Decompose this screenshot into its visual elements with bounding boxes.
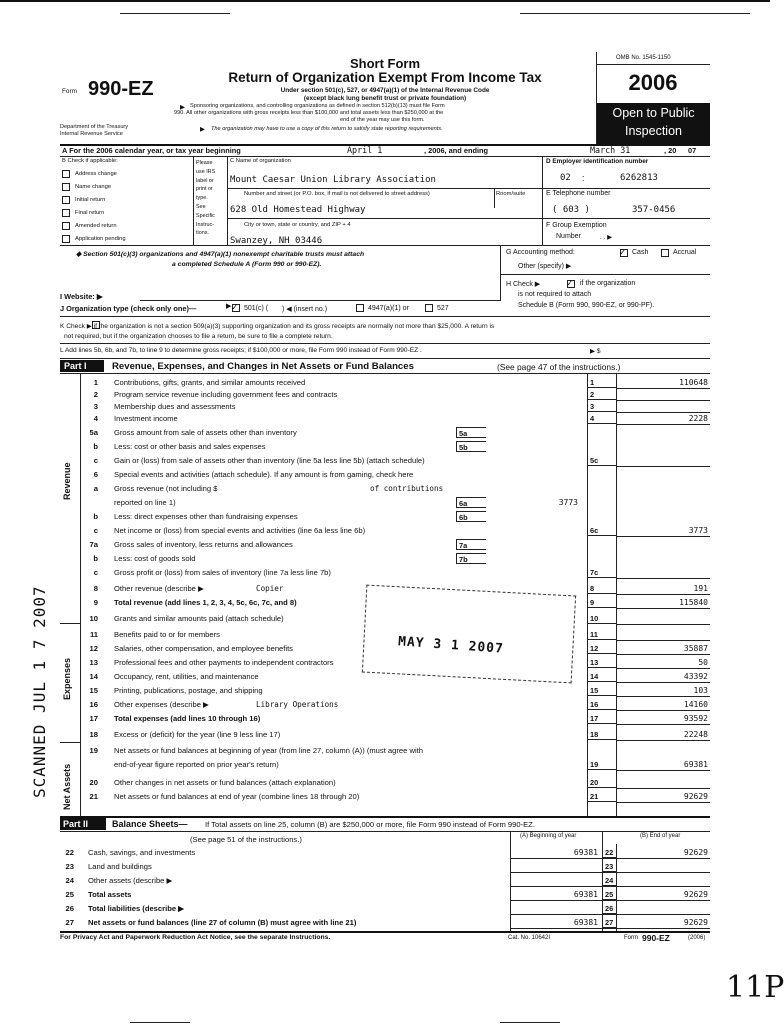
- part1-line-text: Membership dues and assessments: [114, 402, 236, 411]
- part1-line-number: b: [93, 554, 98, 563]
- part-1-tag: Part I: [64, 361, 87, 371]
- part2-line-text: Total liabilities (describe ▶: [88, 904, 185, 913]
- part2-line-text: Cash, savings, and investments: [88, 848, 196, 857]
- part1-line-amount[interactable]: 191: [693, 584, 708, 593]
- part1-line-text: Less: direct expenses other than fundraising expenses: [114, 512, 298, 521]
- section-h-line1b: if the organization: [580, 280, 636, 287]
- part1-line-number: 16: [89, 700, 98, 709]
- row-k-line1: K Check ▶ if the organization is not a section 509(a)(3) supporting organization and its gross receipts are normally not more than $25,000. A return is: [60, 323, 495, 330]
- part1-line-box: 17: [587, 713, 616, 724]
- row-a-mid: , 2006, and ending: [424, 146, 489, 155]
- part1-line-box: 10: [587, 613, 616, 624]
- checkbox-name-change[interactable]: [62, 183, 70, 191]
- part1-line-text: Total revenue (add lines 1, 2, 3, 4, 5c, 6c, 7c, and 8): [114, 598, 297, 607]
- part1-line-text: Excess or (deficit) for the year (line 9 less line 17): [114, 730, 281, 739]
- part1-line-box: 20: [587, 777, 616, 788]
- check-mark-icon: ✓: [231, 302, 239, 312]
- side-label-revenue: Revenue: [62, 462, 72, 500]
- amount-rule: [616, 466, 710, 467]
- part1-line-box: 2: [587, 389, 616, 400]
- part2-col-a[interactable]: 69381: [573, 890, 598, 899]
- part1-line-box: 1: [587, 377, 616, 388]
- part2-col-b[interactable]: 92629: [683, 918, 708, 927]
- part1-line-text: Total expenses (add lines 10 through 16): [114, 714, 261, 723]
- part1-line-number: 12: [89, 644, 98, 653]
- part1-line-number: 8: [93, 584, 98, 593]
- part1-line-detail[interactable]: Copier: [256, 584, 284, 593]
- part-1-title: Revenue, Expenses, and Changes in Net Assets or Fund Balances: [112, 361, 414, 372]
- checkbox-address-change[interactable]: [62, 170, 70, 178]
- checkbox-application-pending[interactable]: [62, 235, 70, 243]
- form-number: 990-EZ: [88, 78, 154, 100]
- col-a-header: (A) Beginning of year: [520, 833, 577, 839]
- footer-year: (2006): [688, 935, 706, 941]
- part1-line-text: Other revenue (describe ▶: [114, 584, 204, 593]
- checkbox-amended-return[interactable]: [62, 222, 70, 230]
- received-stamp-date: MAY 3 1 2007: [397, 634, 505, 657]
- part2-line-number: 22: [65, 848, 74, 857]
- part2-line-text: Net assets or fund balances (line 27 of column (B) must agree with line 21): [88, 918, 357, 927]
- part-2-title: Balance Sheets—: [112, 819, 188, 829]
- checkbox-4947[interactable]: [356, 304, 364, 312]
- part1-line-text: Net income or (loss) from special events and activities (line 6a less line 6b): [114, 526, 366, 535]
- part1-line-number: 1: [93, 378, 98, 387]
- amount-rule: [616, 724, 710, 725]
- part1-line-amount[interactable]: 14160: [683, 700, 708, 709]
- side-label-net-assets: Net Assets: [62, 763, 72, 810]
- part-2-see: (See page 51 of the instructions.): [190, 835, 302, 844]
- part1-line-box: 21: [587, 791, 616, 802]
- footer-form-prefix: Form: [624, 935, 638, 941]
- amount-rule: [616, 788, 710, 789]
- part1-line-number: 5a: [89, 428, 98, 437]
- part1-line-text: Gross profit or (loss) from sales of inventory (line 7a less line 7b): [114, 568, 331, 577]
- part1-line-text: Other expenses (describe ▶: [114, 700, 209, 709]
- handwritten-mark: 11P: [726, 970, 784, 1005]
- ein-label: D Employer identification number: [546, 158, 649, 165]
- section-501-note: ◆ Section 501(c)(3) organizations and 4947(a)(1) nonexempt charitable trusts must attach: [76, 251, 365, 258]
- org-name-label: C Name of organization: [230, 158, 291, 164]
- 501c-insert-label: ) ◀ (insert no.): [282, 306, 328, 313]
- part1-line-number: 20: [89, 778, 98, 787]
- amount-rule: [510, 914, 710, 915]
- part1-line-amount[interactable]: 43392: [683, 672, 708, 681]
- part1-line-box: 4: [587, 413, 616, 424]
- part1-inner-box: 7a: [456, 539, 486, 550]
- part2-line-box: 27: [602, 917, 616, 928]
- application-pending-label: Application pending: [75, 236, 126, 242]
- row-a-year: 07: [688, 146, 697, 155]
- part1-line-text: end-of-year figure reported on prior year's return): [114, 760, 279, 769]
- org-city[interactable]: Swanzey, NH 03446: [230, 236, 323, 246]
- section-501-note-2: a completed Schedule A (Form 990 or 990-EZ).: [172, 261, 322, 268]
- copy-note: The organization may have to use a copy of this return to satisfy state reporting requirements.: [211, 126, 443, 132]
- part1-line-text: Investment income: [114, 414, 178, 423]
- footer-form: 990-EZ: [642, 933, 670, 943]
- org-type-label: J Organization type (check only one)—: [60, 304, 197, 313]
- checkbox-initial-return[interactable]: [62, 196, 70, 204]
- amount-rule: [616, 624, 710, 625]
- group-exemption-number-label: Number: [556, 233, 581, 240]
- telephone-area-code[interactable]: ( 603 ): [552, 205, 590, 215]
- part1-line-text: Grants and similar amounts paid (attach schedule): [114, 614, 284, 623]
- open-to-public: Open to Public: [612, 106, 695, 120]
- part1-line-number: 19: [89, 746, 98, 755]
- cat-number: Cat. No. 10642I: [508, 935, 551, 941]
- part2-line-number: 27: [65, 918, 74, 927]
- part1-line-number: 7a: [89, 540, 98, 549]
- 527-label: 527: [437, 305, 449, 312]
- part1-inner-box: 7b: [456, 553, 486, 564]
- row-a-year-prefix: , 20: [664, 146, 677, 155]
- amount-rule: [616, 696, 710, 697]
- section-b-title: B Check if applicable:: [62, 158, 118, 164]
- city-label: City or town, state or country, and ZIP + 4: [244, 222, 351, 228]
- org-street[interactable]: 628 Old Homestead Highway: [230, 205, 366, 215]
- part1-line-amount[interactable]: 103: [693, 686, 708, 695]
- part2-line-text: Land and buildings: [88, 862, 152, 871]
- accounting-method-label: G Accounting method:: [506, 249, 575, 256]
- section-h-line2: is not required to attach: [518, 291, 592, 298]
- part2-col-b[interactable]: 92629: [683, 890, 708, 899]
- amount-rule: [616, 654, 710, 655]
- part1-line-amount[interactable]: 110648: [679, 378, 708, 387]
- amount-rule: [616, 424, 710, 425]
- section-h-line3: Schedule B (Form 990, 990-EZ, or 990-PF).: [518, 302, 655, 309]
- amount-rule: [616, 536, 710, 537]
- part1-line-number: a: [93, 484, 98, 493]
- part1-inner-box: 5a: [456, 427, 486, 438]
- part1-line-number: 4: [93, 414, 98, 423]
- amount-rule: [616, 710, 710, 711]
- part1-line-amount[interactable]: 115840: [679, 598, 708, 607]
- amount-rule: [616, 668, 710, 669]
- tax-year-begin: April 1: [347, 145, 383, 155]
- part1-line-detail[interactable]: Library Operations: [256, 700, 339, 709]
- part1-line-amount[interactable]: 69381: [683, 760, 708, 769]
- arrow-icon: ▶: [200, 126, 205, 133]
- part1-line-number: 13: [89, 658, 98, 667]
- part2-line-box: 26: [602, 903, 616, 914]
- part1-line-box: 6c: [587, 525, 616, 536]
- amount-rule: [616, 770, 710, 771]
- name-change-label: Name change: [75, 184, 112, 190]
- dept-treasury: Department of the Treasury: [60, 124, 129, 130]
- tax-year-end: March 31: [590, 145, 631, 155]
- part1-line-number: c: [93, 568, 98, 577]
- part1-line-box: 16: [587, 699, 616, 710]
- part1-line-number: 14: [89, 672, 98, 681]
- arrow-icon: . . ▶: [600, 234, 613, 241]
- part1-line-box: 15: [587, 685, 616, 696]
- amended-return-label: Amended return: [75, 223, 117, 229]
- amount-rule: [510, 928, 710, 929]
- part1-line-number: 10: [89, 614, 98, 623]
- room-suite-label: Room/suite: [496, 191, 526, 197]
- amount-rule: [616, 578, 710, 579]
- org-name[interactable]: Mount Caesar Union Library Association: [230, 175, 436, 185]
- part2-line-number: 24: [65, 876, 74, 885]
- street-label: Number and street (or P.O. box, if mail is not delivered to street address): [244, 191, 430, 197]
- accrual-label: Accrual: [673, 249, 697, 256]
- telephone-label: E Telephone number: [546, 190, 611, 197]
- side-label-expenses: Expenses: [62, 657, 72, 700]
- row-l-tail: ▶ $: [590, 348, 601, 355]
- part1-line-text: Contributions, gifts, grants, and similar amounts received: [114, 378, 306, 387]
- amount-rule: [616, 594, 710, 595]
- part1-line-box: 12: [587, 643, 616, 654]
- website-label: I Website: ▶: [60, 292, 103, 301]
- part1-line-text: Net assets or fund balances at beginning of year (from line 27, column (A)) (must agree with: [114, 746, 423, 755]
- part1-line-number: 3: [93, 402, 98, 411]
- checkbox-527[interactable]: [425, 304, 433, 312]
- arrow-icon: ▶: [180, 104, 185, 111]
- part1-line-number: b: [93, 442, 98, 451]
- part1-line-text: Occupancy, rent, utilities, and maintenance: [114, 672, 259, 681]
- amount-rule: [616, 640, 710, 641]
- part1-line-amount[interactable]: 3773: [688, 526, 708, 535]
- part2-line-box: 24: [602, 875, 616, 886]
- part1-line-box: 5c: [587, 455, 616, 466]
- section-h-check: H Check ▶: [506, 281, 541, 288]
- please-note: Please use IRS label or print or type. See Specific Instruc- tions.: [196, 160, 216, 237]
- part1-line-text: Gross sales of inventory, less returns and allowances: [114, 540, 293, 549]
- group-exemption-label: F Group Exemption: [546, 222, 607, 229]
- part1-line-text: Less: cost of goods sold: [114, 554, 196, 563]
- part1-line-box: 19: [587, 759, 616, 770]
- part1-line-number: 18: [89, 730, 98, 739]
- 501c-label: 501(c) (: [244, 305, 269, 312]
- part2-col-b[interactable]: 92629: [683, 848, 708, 857]
- checkbox-accrual[interactable]: [661, 249, 669, 257]
- inspection: Inspection: [625, 124, 682, 138]
- part1-line-number: 21: [89, 792, 98, 801]
- part1-line-text: Less: cost or other basis and sales expenses: [114, 442, 266, 451]
- sponsoring-note-3: end of the year may use this form.: [340, 117, 425, 123]
- 4947-label: 4947(a)(1) or: [368, 305, 409, 312]
- received-stamp: [362, 585, 576, 684]
- part2-col-a[interactable]: 69381: [573, 848, 598, 857]
- part1-line-number: 9: [93, 598, 98, 607]
- form-prefix: Form: [62, 88, 77, 95]
- part1-line-text: Other changes in net assets or fund balances (attach explanation): [114, 778, 336, 787]
- part1-line-box: 9: [587, 597, 616, 608]
- under-section: Under section 501(c), 527, or 4947(a)(1) of the Internal Revenue Code: [280, 87, 490, 94]
- part1-line-number: 6: [93, 470, 98, 479]
- part2-line-number: 26: [65, 904, 74, 913]
- part2-line-number: 25: [65, 890, 74, 899]
- part1-line-number: c: [93, 456, 98, 465]
- amount-rule: [510, 858, 710, 859]
- row-l-text: L Add lines 5b, 6b, and 7b, to line 9 to determine gross receipts; if $100,000 or more, file Form 990 instead of Form 990-EZ .: [60, 347, 422, 354]
- part1-line-box: 8: [587, 583, 616, 594]
- dept-irs: Internal Revenue Service: [60, 131, 123, 137]
- part1-line-box: 18: [587, 729, 616, 740]
- part1-inner-box: 6a: [456, 497, 486, 508]
- telephone-number[interactable]: 357-0456: [632, 205, 676, 215]
- part1-line-number: 15: [89, 686, 98, 695]
- part2-line-box: 25: [602, 889, 616, 900]
- part1-line-number: c: [93, 526, 98, 535]
- part1-line-number: 11: [89, 630, 98, 639]
- amount-rule: [616, 388, 710, 389]
- initial-return-label: Initial return: [75, 197, 106, 203]
- amount-rule: [616, 400, 710, 401]
- part1-line-text: Net assets or fund balances at end of year (combine lines 18 through 20): [114, 792, 360, 801]
- address-change-label: Address change: [75, 171, 117, 177]
- arrow-icon: ▶: [226, 303, 232, 310]
- part1-line-number: 17: [89, 714, 98, 723]
- form-title: Return of Organization Exempt From Income Tax: [228, 70, 542, 85]
- part1-line-amount[interactable]: 22248: [683, 730, 708, 739]
- part1-inner-box: 5b: [456, 441, 486, 452]
- sponsoring-note-2: 990. All other organizations with gross receipts less than $100,000 and total assets less than $250,000 at the: [174, 110, 444, 116]
- part1-line-text: Professional fees and other payments to independent contractors: [114, 658, 334, 667]
- part-2-title-rest: If Total assets on line 25, column (B) are $250,000 or more, file Form 990 instead of Form 990-EZ.: [205, 820, 535, 829]
- amount-rule: [616, 682, 710, 683]
- privacy-notice: For Privacy Act and Paperwork Reduction Act Notice, see the separate Instructions.: [60, 934, 331, 941]
- part2-line-text: Other assets (describe ▶: [88, 876, 173, 885]
- part1-line-text: Benefits paid to or for members: [114, 630, 220, 639]
- row-a-label: A For the 2006 calendar year, or tax year beginning: [62, 146, 241, 155]
- part1-line-text: Gain or (loss) from sale of assets other than inventory (line 5a less line 5b) (attach schedule): [114, 456, 425, 465]
- amount-rule: [616, 802, 710, 803]
- part1-inner-box: 6b: [456, 511, 486, 522]
- part1-line-text: Printing, publications, postage, and shipping: [114, 686, 263, 695]
- part2-line-number: 23: [65, 862, 74, 871]
- part1-line-box: 7c: [587, 567, 616, 578]
- ein-separator: :: [582, 173, 585, 183]
- part1-line-text: Gross revenue (not including $: [114, 484, 218, 493]
- part1-line-amount[interactable]: 35887: [683, 644, 708, 653]
- ein-prefix[interactable]: 02: [560, 173, 571, 183]
- part1-line-detail[interactable]: of contributions: [370, 484, 444, 493]
- part1-line-amount[interactable]: 93592: [683, 714, 708, 723]
- ein-number[interactable]: 6262813: [620, 173, 658, 183]
- check-mark-icon: ✓: [566, 278, 574, 288]
- sponsoring-note-1: Sponsoring organizations, and controlling organizations as defined in section 512(b)(13) must file Form: [190, 103, 445, 109]
- part1-line-text: Salaries, other compensation, and employee benefits: [114, 644, 293, 653]
- part1-line-amount[interactable]: 50: [698, 658, 708, 667]
- except-note: (except black lung benefit trust or private foundation): [303, 95, 467, 102]
- tax-year: 2006: [628, 70, 678, 95]
- part1-line-text: Gross amount from sale of assets other than inventory: [114, 428, 297, 437]
- part2-line-text: Total assets: [88, 890, 132, 899]
- part1-line-number: 2: [93, 390, 98, 399]
- amount-rule: [510, 900, 710, 901]
- part1-inner-amount[interactable]: 3773: [558, 498, 578, 507]
- final-return-label: Final return: [75, 210, 105, 216]
- part1-line-amount[interactable]: 2228: [688, 414, 708, 423]
- part1-line-box: 14: [587, 671, 616, 682]
- col-b-header: (B) End of year: [640, 833, 681, 839]
- part2-line-box: 22: [602, 847, 616, 858]
- part1-line-number: b: [93, 512, 98, 521]
- amount-rule: [510, 872, 710, 873]
- part-1-see: (See page 47 of the instructions.): [497, 362, 621, 372]
- scanned-stamp: SCANNED JUL 1 7 2007: [30, 585, 49, 798]
- part1-line-amount[interactable]: 92629: [683, 792, 708, 801]
- short-form-label: Short Form: [349, 56, 421, 71]
- part1-line-text: Special events and activities (attach schedule). If any amount is from gaming, check here: [114, 470, 414, 479]
- part-2-tag: Part II: [63, 819, 89, 829]
- cash-label: Cash: [632, 249, 649, 256]
- row-k-line2: not required, but if the organization chooses to file a return, be sure to file a complete return.: [64, 333, 333, 340]
- amount-rule: [616, 412, 710, 413]
- part2-col-a[interactable]: 69381: [573, 918, 598, 927]
- amount-rule: [510, 886, 710, 887]
- part1-line-text: Program service revenue including government fees and contracts: [114, 390, 338, 399]
- amount-rule: [616, 740, 710, 741]
- part1-line-box: 11: [587, 629, 616, 640]
- part1-line-box: 3: [587, 401, 616, 412]
- other-method-label: Other (specify) ▶: [518, 263, 572, 270]
- omb-number: OMB No. 1545-1150: [616, 55, 671, 61]
- part1-line-text: reported on line 1): [114, 498, 176, 507]
- part2-line-box: 23: [602, 861, 616, 872]
- part1-line-box: 13: [587, 657, 616, 668]
- checkbox-final-return[interactable]: [62, 209, 70, 217]
- amount-rule: [616, 608, 710, 609]
- check-mark-icon: ✓: [619, 247, 627, 257]
